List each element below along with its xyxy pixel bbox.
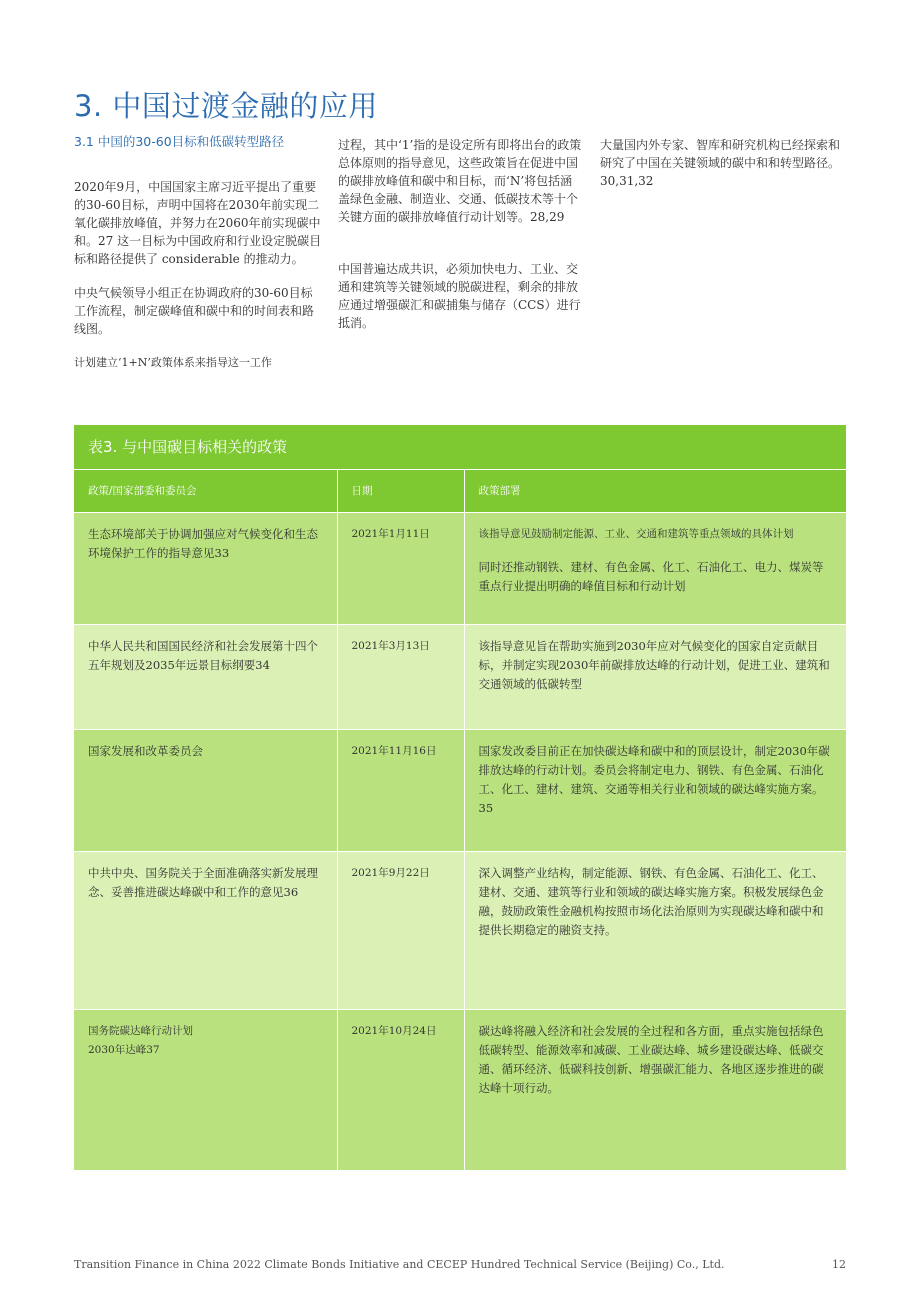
section-subtitle: 3.1 中国的30-60目标和低碳转型路径 (74, 134, 285, 149)
deployment-cell: 深入调整产业结构，制定能源、钢铁、有色金属、石油化工、化工、建材、交通、建筑等行业和领域的碳达峰实施方案。积极发展绿色金融，鼓励政策性金融机构按照市场化法治原则为实现碳达峰和碳中和提供长期稳定的融资支持。 (464, 851, 846, 1009)
date-cell: 2021年9月22日 (337, 851, 464, 1009)
column-header-policy: 政策/国家部委和委员会 (74, 469, 337, 512)
table-header-row (74, 469, 846, 512)
table-row (74, 624, 846, 729)
table-caption-row (74, 425, 846, 469)
paragraph: 中国普遍达成共识，必须加快电力、工业、交通和建筑等关键领域的脱碳进程，剩余的排放应通过增强碳汇和碳捕集与储存（CCS）进行抵消。 (338, 262, 581, 330)
paragraph: 过程，其中‘1’指的是设定所有即将出台的政策总体原则的指导意见，这些政策旨在促进中国的碳排放峰值和碳中和目标，而‘N’将包括涵盖绿色金融、制造业、交通、低碳技术等十个关键方面的碳排放峰值行动计划等。28,29 (338, 138, 582, 224)
deployment-cell: 碳达峰将融入经济和社会发展的全过程和各方面，重点实施包括绿色低碳转型、能源效率和减碳、工业碳达峰、城乡建设碳达峰、低碳交通、循环经济、低碳科技创新、增强碳汇能力、各地区逐步推进的碳达峰十项行动。 (464, 1009, 846, 1170)
deployment-cell: 国家发改委目前正在加快碳达峰和碳中和的顶层设计，制定2030年碳排放达峰的行动计划。委员会将制定电力、钢铁、有色金属、石油化工、化工、建材、建筑、交通等相关行业和领域的碳达峰实施方案。35 (464, 729, 846, 851)
page-title: 3. 中国过渡金融的应用 (74, 89, 378, 123)
policy-text: 国务院碳达峰行动计划 (88, 1024, 193, 1037)
policy-table (74, 425, 846, 1170)
body-column-2 (338, 136, 583, 348)
date-cell: 2021年10月24日 (337, 1009, 464, 1170)
table-row (74, 729, 846, 851)
paragraph: 中央气候领导小组正在协调政府的30-60目标工作流程，制定碳峰值和碳中和的时间表和路线图。 (74, 286, 315, 336)
policy-text: 2030年达峰37 (88, 1043, 160, 1056)
paragraph: 计划建立‘1+N’政策体系来指导这一工作 (74, 356, 272, 369)
page-number: 12 (832, 1258, 846, 1271)
table-row (74, 851, 846, 1009)
table-row (74, 1009, 846, 1170)
date-cell: 2021年1月11日 (337, 512, 464, 624)
policy-cell: 生态环境部关于协调加强应对气候变化和生态环境保护工作的指导意见33 (74, 512, 337, 624)
page-footer: Transition Finance in China 2022 Climate Bonds Initiative and CECEP Hundred Technical Service (Beijing) Co., Ltd. (74, 1258, 725, 1271)
column-header-deployment: 政策部署 (464, 469, 846, 512)
date-cell: 2021年3月13日 (337, 624, 464, 729)
body-column-3 (600, 136, 845, 206)
policy-cell (74, 1009, 337, 1170)
deployment-text: 该指导意见鼓励制定能源、工业、交通和建筑等重点领域的具体计划 (478, 527, 794, 540)
policy-cell: 国家发展和改革委员会 (74, 729, 337, 851)
deployment-cell (464, 512, 846, 624)
deployment-cell: 该指导意见旨在帮助实施到2030年应对气候变化的国家自定贡献目标，并制定实现2030年前碳排放达峰的行动计划，促进工业、建筑和交通领域的低碳转型 (464, 624, 846, 729)
policy-cell: 中共中央、国务院关于全面准确落实新发展理念、妥善推进碳达峰碳中和工作的意见36 (74, 851, 337, 1009)
body-column-1 (74, 178, 324, 388)
table-row (74, 512, 846, 624)
paragraph: 大量国内外专家、智库和研究机构已经探索和研究了中国在关键领域的碳中和和转型路径。30,31,32 (600, 138, 841, 188)
table-caption: 表3. 与中国碳目标相关的政策 (74, 425, 846, 469)
deployment-text: 同时还推动钢铁、建材、有色金属、化工、石油化工、电力、煤炭等重点行业提出明确的峰值目标和行动计划 (478, 559, 824, 593)
policy-cell: 中华人民共和国国民经济和社会发展第十四个五年规划及2035年远景目标纲要34 (74, 624, 337, 729)
column-header-date: 日期 (337, 469, 464, 512)
paragraph: 2020年9月，中国国家主席习近平提出了重要的30-60目标，声明中国将在2030年前实现二氧化碳排放峰值，并努力在2060年前实现碳中和。27 这一目标为中国政府和行业设定脱碳目标和路径提供了 considerable 的推动力。 (74, 180, 322, 266)
date-cell: 2021年11月16日 (337, 729, 464, 851)
